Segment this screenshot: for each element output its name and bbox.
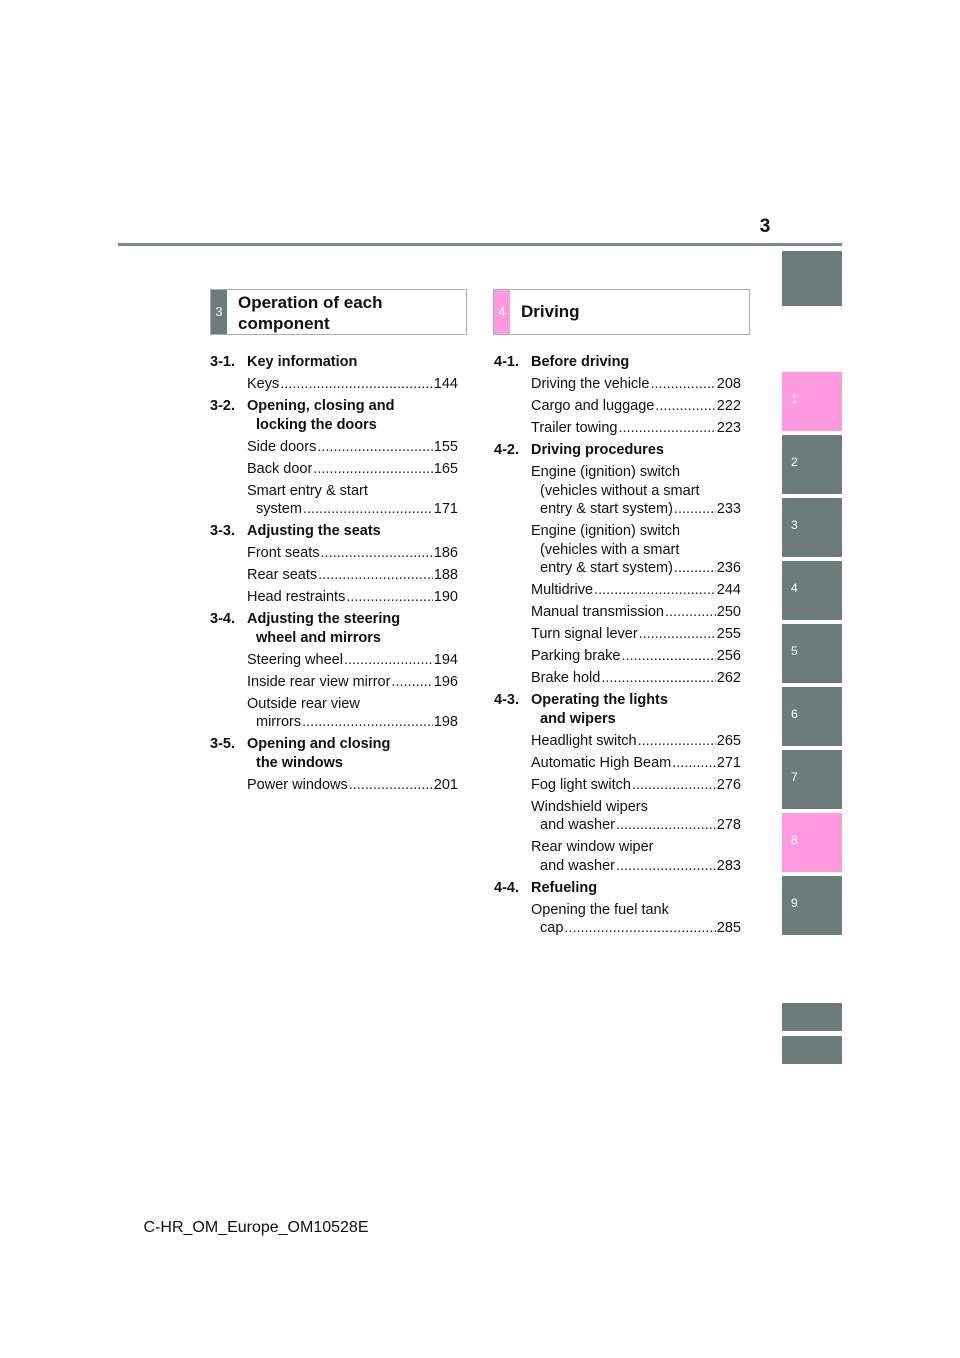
toc-entry-label: (vehicles with a smart <box>540 541 680 558</box>
dot-leader <box>321 544 433 563</box>
toc-entry-label: Parking brake <box>531 648 621 664</box>
dot-leader <box>650 375 715 394</box>
toc-entry[interactable] <box>247 651 458 670</box>
dot-leader <box>346 588 432 607</box>
chapter-tab-number: 9 <box>791 896 798 910</box>
toc-entry[interactable] <box>247 673 458 692</box>
toc-entry-label: Power windows <box>247 776 348 793</box>
toc-entry[interactable] <box>247 438 458 457</box>
toc-page-number: 255 <box>716 626 741 642</box>
subsection-title <box>247 610 447 647</box>
toc-page-number: 144 <box>433 376 458 392</box>
section-tab-number: 4 <box>494 290 510 334</box>
chapter-tab-5[interactable] <box>782 624 842 683</box>
subsection-title-line: and wipers <box>540 710 616 727</box>
toc-page-number: 165 <box>433 460 458 477</box>
toc-entry[interactable] <box>247 566 458 585</box>
subsection-title <box>531 353 731 372</box>
toc-entry-label: entry & start system) <box>540 560 673 576</box>
chapter-tab-number: 6 <box>791 707 798 721</box>
toc-entry[interactable] <box>247 482 458 519</box>
document-id-footer: C-HR_OM_Europe_OM10528E <box>143 1219 369 1236</box>
toc-entry-label: Headlight switch <box>531 732 637 749</box>
toc-subsection-heading[interactable] <box>494 353 741 372</box>
subsection-title <box>247 522 447 541</box>
toc-page-number: 278 <box>716 817 741 833</box>
dot-leader <box>616 816 716 835</box>
toc-subsection-heading[interactable] <box>210 522 458 541</box>
toc-entry-label: and washer <box>540 857 615 874</box>
toc-page-number: 198 <box>433 714 458 730</box>
chapter-tab-blank[interactable] <box>782 1036 842 1064</box>
toc-page-number: 276 <box>716 776 741 793</box>
toc-page-number: 233 <box>716 501 741 517</box>
subsection-title <box>247 735 447 772</box>
toc-page-number: 250 <box>716 604 741 620</box>
toc-entry-label: Cargo and luggage <box>531 398 655 414</box>
toc-entry-label: Engine (ignition) switch <box>531 464 681 480</box>
toc-entry[interactable] <box>531 375 741 394</box>
toc-subsection-heading[interactable] <box>494 441 741 460</box>
dot-leader <box>349 776 433 795</box>
toc-entry[interactable] <box>531 798 741 835</box>
toc-entry-label: Automatic High Beam <box>531 754 672 771</box>
toc-subsection-heading[interactable] <box>210 610 458 647</box>
page-number: 3 <box>759 216 771 237</box>
subsection-title <box>247 397 447 434</box>
toc-page-number: 190 <box>433 589 458 605</box>
toc-entry-label: (vehicles without a smart <box>540 482 700 499</box>
dot-leader <box>616 857 716 876</box>
subsection-number: 4-3. <box>494 692 519 708</box>
subsection-title-line: Opening, closing and <box>247 398 395 414</box>
dot-leader <box>619 419 716 438</box>
subsection-title-line: Refueling <box>531 879 598 896</box>
toc-page-number: 262 <box>716 670 741 686</box>
toc-entry-label: Side doors <box>247 438 317 455</box>
toc-page-number: 244 <box>716 582 741 598</box>
toc-page-number: 196 <box>433 673 458 690</box>
dot-leader <box>632 776 716 795</box>
toc-entry[interactable] <box>531 754 741 773</box>
subsection-number: 3-4. <box>210 611 235 627</box>
subsection-number: 3-5. <box>210 736 235 752</box>
dot-leader <box>674 500 716 519</box>
subsection-number: 4-1. <box>494 354 519 370</box>
dot-leader <box>639 625 716 644</box>
dot-leader <box>391 673 432 692</box>
section-tab-number: 3 <box>211 290 227 334</box>
toc-entry-label: Fog light switch <box>531 776 631 793</box>
toc-entry[interactable] <box>531 603 741 622</box>
dot-leader <box>638 732 716 751</box>
toc-entry[interactable] <box>531 732 741 751</box>
dot-leader <box>344 651 433 670</box>
subsection-number: 3-1. <box>210 354 235 370</box>
toc-entry[interactable] <box>247 695 458 732</box>
toc-entry-label: cap <box>540 920 564 936</box>
toc-page-number: 222 <box>716 398 741 414</box>
toc-entry[interactable] <box>531 463 741 519</box>
subsection-title <box>247 353 447 372</box>
toc-entry-label: Head restraints <box>247 589 346 605</box>
section-title: Operation of each component <box>238 293 383 333</box>
chapter-tab-number: 2 <box>791 455 798 469</box>
dot-leader <box>655 397 715 416</box>
dot-leader <box>317 438 432 457</box>
toc-page-number: 271 <box>716 754 741 771</box>
chapter-tab-blank[interactable] <box>782 1003 842 1031</box>
toc-entry[interactable] <box>531 776 741 795</box>
toc-entry-label: Keys <box>247 376 280 392</box>
dot-leader <box>302 713 433 732</box>
toc-entry[interactable] <box>247 588 458 607</box>
dot-leader <box>313 460 433 479</box>
dot-leader <box>280 375 433 394</box>
toc-entry[interactable] <box>247 460 458 479</box>
toc-entry-label: Back door <box>247 460 313 477</box>
toc-page-number: 171 <box>433 501 458 517</box>
chapter-tab-4[interactable] <box>782 561 842 620</box>
dot-leader <box>594 581 716 600</box>
toc-entry-label: Rear window wiper <box>531 839 654 855</box>
chapter-tab-3[interactable] <box>782 498 842 557</box>
section-title: Driving <box>521 302 580 321</box>
subsection-title <box>531 879 731 898</box>
toc-entry[interactable] <box>531 397 741 416</box>
toc-entry-label: Brake hold <box>531 670 601 686</box>
toc-page-number: 201 <box>433 776 458 793</box>
toc-entry-label: mirrors <box>256 714 302 730</box>
toc-page-number: 186 <box>433 545 458 561</box>
chapter-tab-9[interactable] <box>782 876 842 935</box>
chapter-tab-1[interactable] <box>782 372 842 431</box>
toc-entry-label: Manual transmission <box>531 604 664 620</box>
dot-leader <box>674 559 716 578</box>
toc-page-number: 283 <box>716 857 741 874</box>
toc-entry-label: Engine (ignition) switch <box>531 523 681 539</box>
toc-page-number: 256 <box>716 648 741 664</box>
chapter-tab-blank[interactable] <box>782 251 842 306</box>
toc-entry-label: and washer <box>540 817 615 833</box>
subsection-number: 4-2. <box>494 442 519 458</box>
toc-entry-label: system <box>256 501 302 517</box>
toc-entry-label: Trailer towing <box>531 420 618 436</box>
dot-leader <box>672 754 716 773</box>
toc-column-operation <box>210 353 458 798</box>
toc-page-number: 155 <box>433 438 458 455</box>
dot-leader <box>564 919 715 938</box>
chapter-tab-number: 4 <box>791 581 798 595</box>
toc-page-number: 236 <box>716 560 741 576</box>
subsection-title-line: Adjusting the steering <box>247 611 401 627</box>
toc-entry[interactable] <box>247 776 458 795</box>
toc-entry[interactable] <box>531 669 741 688</box>
toc-entry-label: Driving the vehicle <box>531 376 650 392</box>
toc-entry[interactable] <box>247 544 458 563</box>
toc-subsection-heading[interactable] <box>210 353 458 372</box>
toc-entry[interactable] <box>531 419 741 438</box>
toc-subsection-heading[interactable] <box>210 735 458 772</box>
toc-page-number: 208 <box>716 376 741 392</box>
toc-entry-label: Windshield wipers <box>531 798 648 815</box>
chapter-tab-2[interactable] <box>782 435 842 494</box>
toc-subsection-heading[interactable] <box>494 691 741 728</box>
toc-entry[interactable] <box>531 838 741 875</box>
toc-entry-label: Outside rear view <box>247 695 360 712</box>
chapter-tab-6[interactable] <box>782 687 842 746</box>
toc-entry[interactable] <box>247 375 458 394</box>
toc-entry[interactable] <box>531 581 741 600</box>
chapter-tab-8[interactable] <box>782 813 842 872</box>
subsection-title-line: Adjusting the seats <box>247 523 381 539</box>
toc-column-driving <box>494 353 741 941</box>
subsection-title-line: Driving procedures <box>531 442 664 458</box>
subsection-number: 3-3. <box>210 523 235 539</box>
top-divider <box>118 243 842 246</box>
toc-entry-label: Turn signal lever <box>531 626 638 642</box>
toc-entry-label: Smart entry & start <box>247 482 368 499</box>
toc-entry[interactable] <box>531 625 741 644</box>
chapter-tab-number: 5 <box>791 644 798 658</box>
chapter-tab-number: 8 <box>791 833 798 847</box>
subsection-number: 3-2. <box>210 398 235 414</box>
subsection-title-line: Operating the lights <box>531 692 668 708</box>
toc-entry[interactable] <box>531 901 741 938</box>
toc-entry-label: entry & start system) <box>540 501 673 517</box>
toc-page-number: 223 <box>716 420 741 436</box>
subsection-title-line: Opening and closing <box>247 736 391 752</box>
toc-page-number: 194 <box>433 651 458 668</box>
subsection-title-line: locking the doors <box>256 416 377 433</box>
subsection-title <box>531 691 731 728</box>
toc-entry[interactable] <box>531 647 741 666</box>
toc-subsection-heading[interactable] <box>210 397 458 434</box>
toc-entry-label: Inside rear view mirror <box>247 673 391 690</box>
section-header-operation <box>210 289 467 335</box>
subsection-number: 4-4. <box>494 879 519 896</box>
chapter-tab-number: 7 <box>791 770 798 784</box>
toc-page-number: 285 <box>716 920 741 936</box>
dot-leader <box>303 500 433 519</box>
chapter-tab-number: 1 <box>791 392 798 406</box>
toc-entry-label: Rear seats <box>247 567 318 583</box>
subsection-title <box>531 441 731 460</box>
dot-leader <box>621 647 715 666</box>
toc-subsection-heading[interactable] <box>494 879 741 898</box>
toc-entry-label: Front seats <box>247 545 320 561</box>
subsection-title-line: the windows <box>256 754 343 771</box>
toc-entry-label: Steering wheel <box>247 651 343 668</box>
dot-leader <box>665 603 716 622</box>
toc-entry[interactable] <box>531 522 741 578</box>
section-header-driving <box>493 289 750 335</box>
toc-entry-label: Multidrive <box>531 582 594 598</box>
subsection-title-line: Key information <box>247 354 358 370</box>
dot-leader <box>601 669 715 688</box>
subsection-title-line: wheel and mirrors <box>256 629 381 646</box>
chapter-tab-7[interactable] <box>782 750 842 809</box>
chapter-tab-number: 3 <box>791 518 798 532</box>
toc-entry-label: Opening the fuel tank <box>531 901 669 918</box>
toc-page-number: 188 <box>433 567 458 583</box>
toc-page-number: 265 <box>716 732 741 749</box>
dot-leader <box>318 566 433 585</box>
subsection-title-line: Before driving <box>531 354 630 370</box>
